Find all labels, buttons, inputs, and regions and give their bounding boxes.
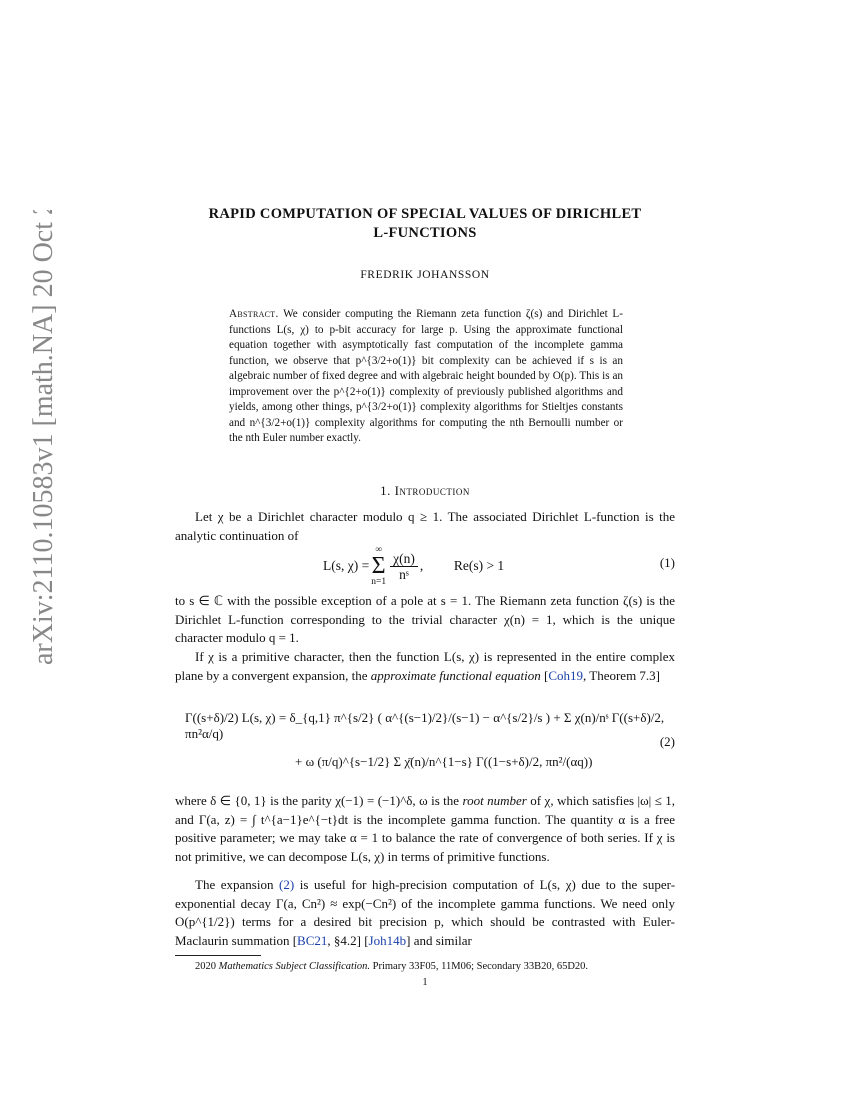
paragraph-3: If χ is a primitive character, then the function L(s, χ) is represented in the entire complex plane by a convergent expansion, the approximate functional equation [Coh19, Theorem 7.3] <box>175 649 675 683</box>
equation-1: L(s, χ) = ∞ Σ n=1 $\frac{\chi(n)}{\text{nˢ}}$ , Re(s) > 1 (1) <box>323 545 675 587</box>
paragraph-5 <box>175 876 675 950</box>
footnote-em: Mathematics Subject Classification. <box>218 961 370 972</box>
section-heading <box>150 483 700 499</box>
arxiv-id-text: arXiv:2110.10583v1 [math.NA] 20 Oct 2021 <box>28 210 59 665</box>
citation-coh19[interactable]: Coh19 <box>548 667 583 683</box>
p5-text-a: The expansion <box>195 877 274 892</box>
abstract-label: Abstract. <box>229 308 279 320</box>
eq2-label: (2) <box>659 734 675 749</box>
eq2-line-1: Γ((s+δ)/2) L(s, χ) = δ_{q,1} π^{s/2} ( α^{(s−1)/2}/(s−1) − α^{s/2}/s ) + Σ χ(n)/nˢ Γ((s+δ)/2, πn²α/q) <box>185 710 665 741</box>
title-line-2: L-FUNCTIONS <box>373 225 477 241</box>
eq1-lower: n=1 <box>371 577 387 587</box>
footnote <box>175 961 675 972</box>
eq1-numerator: χ(n) <box>390 551 418 567</box>
equation-2 <box>175 700 675 790</box>
paragraph-1: Let χ be a Dirichlet character modulo q ≥ 1. The associated Dirichlet L-function is the analytic continuation of <box>175 509 675 543</box>
arxiv-identifier <box>22 210 62 670</box>
p3-emphasis: approximate functional equation <box>370 667 541 683</box>
author: FREDRIK JOHANSSON <box>360 269 490 281</box>
paragraph-2: to s ∈ ℂ with the possible exception of a pole at s = 1. The Riemann zeta function ζ(s) is the Dirichlet L-function corresponding to the trivial character χ(n) = 1, which is the unique character modulo q = 1. <box>175 593 675 645</box>
eq1-sum: ∞ Σ n=1 <box>371 545 387 587</box>
p4-emphasis: root number <box>462 793 527 808</box>
title-line-1: RAPID COMPUTATION OF SPECIAL VALUES OF DIRICHLET <box>208 206 642 222</box>
p3-text-a: If χ is a primitive character, then the function L(s, χ) is represented in the entire complex plane by a convergent expansion, the <box>175 649 675 683</box>
paper-title <box>150 205 700 243</box>
section-title: Introduction <box>394 483 470 498</box>
p5-text-c: , §4.2] [ <box>327 932 369 948</box>
abstract <box>229 307 623 447</box>
footnote-text: Primary 33F05, 11M06; Secondary 33B20, 65D20. <box>372 961 589 972</box>
eq1-condition: Re(s) > 1 <box>453 558 505 573</box>
footnote-year: 2020 <box>195 961 216 972</box>
p4-text-a: where δ ∈ {0, 1} is the parity χ(−1) = (−1)^δ, ω is the <box>175 793 460 808</box>
page-number: 1 <box>422 977 428 988</box>
eq1-upper: ∞ <box>375 545 383 555</box>
equation-2-reference[interactable]: (2) <box>279 877 295 892</box>
p5-text-d: ] and similar <box>406 932 472 948</box>
eq1-denominator: nˢ <box>399 566 409 582</box>
eq1-fraction <box>390 551 418 582</box>
p3-text-b: , Theorem 7.3] <box>583 667 661 683</box>
paragraph-4 <box>175 792 675 866</box>
citation-joh14b[interactable]: Joh14b <box>368 932 407 948</box>
abstract-text: We consider computing the Riemann zeta function ζ(s) and Dirichlet L-functions L(s, χ) to p-bit accuracy for large p. Using the approximate functional equation together with asymptotically fast computation of the incomplete gamma function, we observe that p^{3/2+o(1)} bit complexity can be achieved if s is an algebraic number of fixed degree and with algebraic height bounded by O(p). This is an improvement over the p^{2+o(1)} complexity of previously published algorithms and yields, among other things, p^{3/2+o(1)} complexity algorithms for Stieltjes constants and n^{3/2+o(1)} complexity algorithms for computing the nth Bernoulli number or the nth Euler number exactly. <box>229 308 623 444</box>
eq2-line-2: + ω (π/q)^{s−1/2} Σ χ̄(n)/n^{1−s} Γ((1−s+δ)/2, πn²/(αq)) <box>295 754 593 769</box>
section-number: 1. <box>380 483 391 498</box>
eq1-label: (1) <box>659 555 675 570</box>
citation-bc21[interactable]: BC21 <box>297 932 328 948</box>
p5-text-b: is useful for high-precision computation of L(s, χ) due to the super-exponential decay Γ(a, Cn²) ≈ exp(−Cn²) of the incomplete gamma functions. We need only O(p^{1/2}) terms for a desired bit precision p, which should be contrasted with Euler-Maclaurin summation [ <box>175 877 676 948</box>
p4-text-b: of χ, which satisfies |ω| ≤ 1, and Γ(a, z) = ∫ t^{a−1}e^{−t}dt is the incomplete gamma function. The quantity α is a free positive parameter; we may take α = 1 to balance the rate of convergence of both series. If χ is not primitive, we can decompose L(s, χ) in terms of primitive functions. <box>175 793 676 864</box>
eq1-lhs: L(s, χ) = <box>323 558 370 573</box>
footnote-rule <box>175 955 261 956</box>
